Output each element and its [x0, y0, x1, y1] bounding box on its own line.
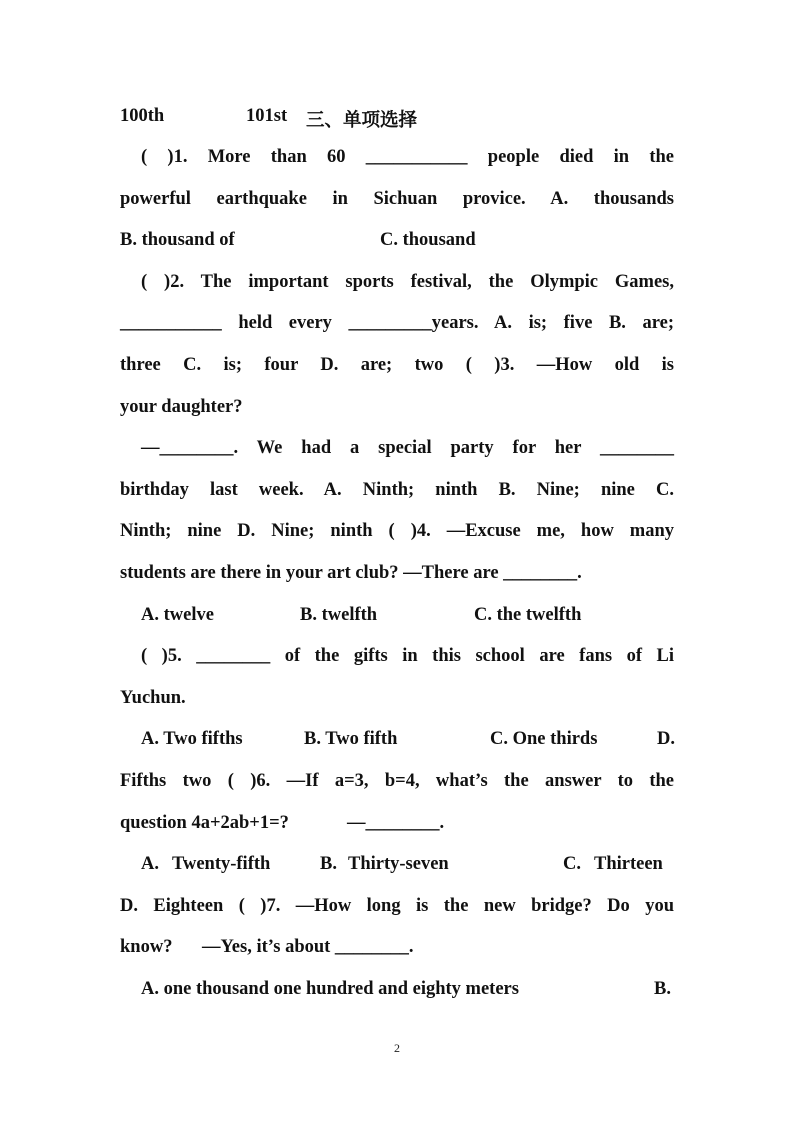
text-line: ( )5. ________ of the gifts in this school are fans of Li	[141, 646, 674, 666]
text-segment: know?	[120, 937, 173, 957]
text-line: students are there in your art club? —There are ________.	[120, 563, 582, 583]
text-segment: A.	[141, 854, 159, 874]
text-segment: —________.	[347, 813, 445, 833]
text-segment: A. Two fifths	[141, 729, 243, 749]
text-line: ( )1. More than 60 ___________ people died in the	[141, 147, 674, 167]
text-line: powerful earthquake in Sichuan provice. A. thousands	[120, 189, 674, 209]
text-line: Ninth; nine D. Nine; ninth ( )4. —Excuse me, how many	[120, 521, 674, 541]
text-segment: A. twelve	[141, 605, 214, 625]
text-segment: C. One thirds	[490, 729, 598, 749]
text-line: ( )2. The important sports festival, the Olympic Games,	[141, 272, 674, 292]
text-line: ___________ held every _________years. A. is; five B. are;	[120, 313, 674, 333]
text-segment: B.	[320, 854, 337, 874]
text-line: three C. is; four D. are; two ( )3. —How old is	[120, 355, 674, 375]
text-line: Yuchun.	[120, 688, 186, 708]
text-segment: B. Two fifth	[304, 729, 398, 749]
text-segment: 100th	[120, 106, 165, 126]
text-line: your daughter?	[120, 397, 243, 417]
text-segment: question 4a+2ab+1=?	[120, 813, 289, 833]
text-segment: —Yes, it’s about ________.	[202, 937, 414, 957]
text-segment: Twenty-fifth	[172, 854, 271, 874]
text-segment: Thirty-seven	[348, 854, 449, 874]
text-segment: C. the twelfth	[474, 605, 582, 625]
text-line: birthday last week. A. Ninth; ninth B. Nine; nine C.	[120, 480, 674, 500]
text-segment: 101st	[246, 106, 288, 126]
text-segment: B. thousand of	[120, 230, 235, 250]
text-segment: 三、单项选择	[306, 111, 418, 131]
text-segment: D.	[657, 729, 675, 749]
text-segment: C.	[563, 854, 581, 874]
text-line: Fifths two ( )6. —If a=3, b=4, what’s the answer to the	[120, 771, 674, 791]
text-segment: A. one thousand one hundred and eighty meters	[141, 979, 519, 999]
text-line: —________. We had a special party for her ________	[141, 438, 674, 458]
text-line: D. Eighteen ( )7. —How long is the new bridge? Do you	[120, 896, 674, 916]
text-segment: B.	[654, 979, 671, 999]
text-segment: B. twelfth	[300, 605, 378, 625]
page-number: 2	[394, 1041, 400, 1055]
text-segment: Thirteen	[594, 854, 663, 874]
text-segment: C. thousand	[380, 230, 476, 250]
